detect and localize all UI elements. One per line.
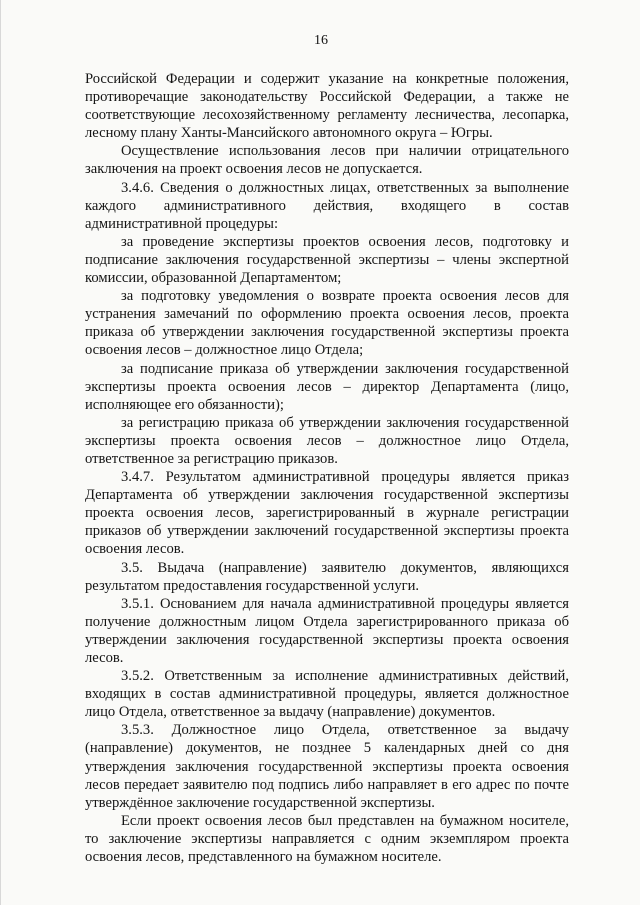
paragraph: за подготовку уведомления о возврате проекта освоения лесов для устранения замечаний по оформлению проекта освоения лесов, проекта приказа об утверждении заключения государственной экспертизы проекта освоения лесов – должностное лицо Отдела; (85, 288, 569, 359)
document-body (85, 70, 569, 866)
paragraph: 3.5.1. Основанием для начала административной процедуры является получение должностным лицом Отдела зарегистрированного приказа об утверждении заключения государственной экспертизы проекта освоения лесов. (85, 595, 569, 666)
paragraph: 3.4.7. Результатом административной процедуры является приказ Департамента об утверждении заключения государственной экспертизы проекта освоения лесов, зарегистрированный в журнале регистрации приказов об утверждении заключений государственной экспертизы проекта освоения лесов. (85, 469, 569, 558)
paragraph: 3.5. Выдача (направление) заявителю документов, являющихся результатом предоставления государственной услуги. (85, 559, 569, 594)
paragraph: 3.4.6. Сведения о должностных лицах, ответственных за выполнение каждого административного действия, входящего в состав административной процедуры: (85, 179, 569, 232)
paragraph: за подписание приказа об утверждении заключения государственной экспертизы проекта освоения лесов – директор Департамента (лицо, исполняющее его обязанности); (85, 360, 569, 413)
page-number: 16 (314, 33, 328, 48)
paragraph: Если проект освоения лесов был представлен на бумажном носителе, то заключение экспертизы направляется с одним экземпляром проекта освоения лесов, представленного на бумажном носителе. (85, 812, 569, 866)
paragraph: за регистрацию приказа об утверждении заключения государственной экспертизы проекта освоения лесов – должностное лицо Отдела, ответственное за регистрацию приказов. (85, 414, 569, 467)
paragraph: Российской Федерации и содержит указание на конкретные положения, противоречащие законодательству Российской Федерации, а также не соответствующие лесохозяйственному регламенту лесничества, лесопарка, лесному плану Ханты-Мансийского автономного округа – Югры. (85, 71, 569, 142)
paragraph: за проведение экспертизы проектов освоения лесов, подготовку и подписание заключения государственной экспертизы – члены экспертной комиссии, образованной Департаментом; (85, 233, 569, 287)
paragraph: 3.5.2. Ответственным за исполнение административных действий, входящих в состав административной процедуры, является должностное лицо Отдела, ответственное за выдачу (направление) документов. (85, 668, 569, 721)
paragraph: 3.5.3. Должностное лицо Отдела, ответственное за выдачу (направление) документов, не позднее 5 календарных дней со дня утверждения заключения государственной экспертизы проекта освоения лесов передает заявителю под подпись либо направляет в его адрес по почте утверждённое заключение государственной экспертизы. (85, 722, 569, 811)
paragraph: Осуществление использования лесов при наличии отрицательного заключения на проект освоения лесов не допускается. (85, 143, 569, 178)
